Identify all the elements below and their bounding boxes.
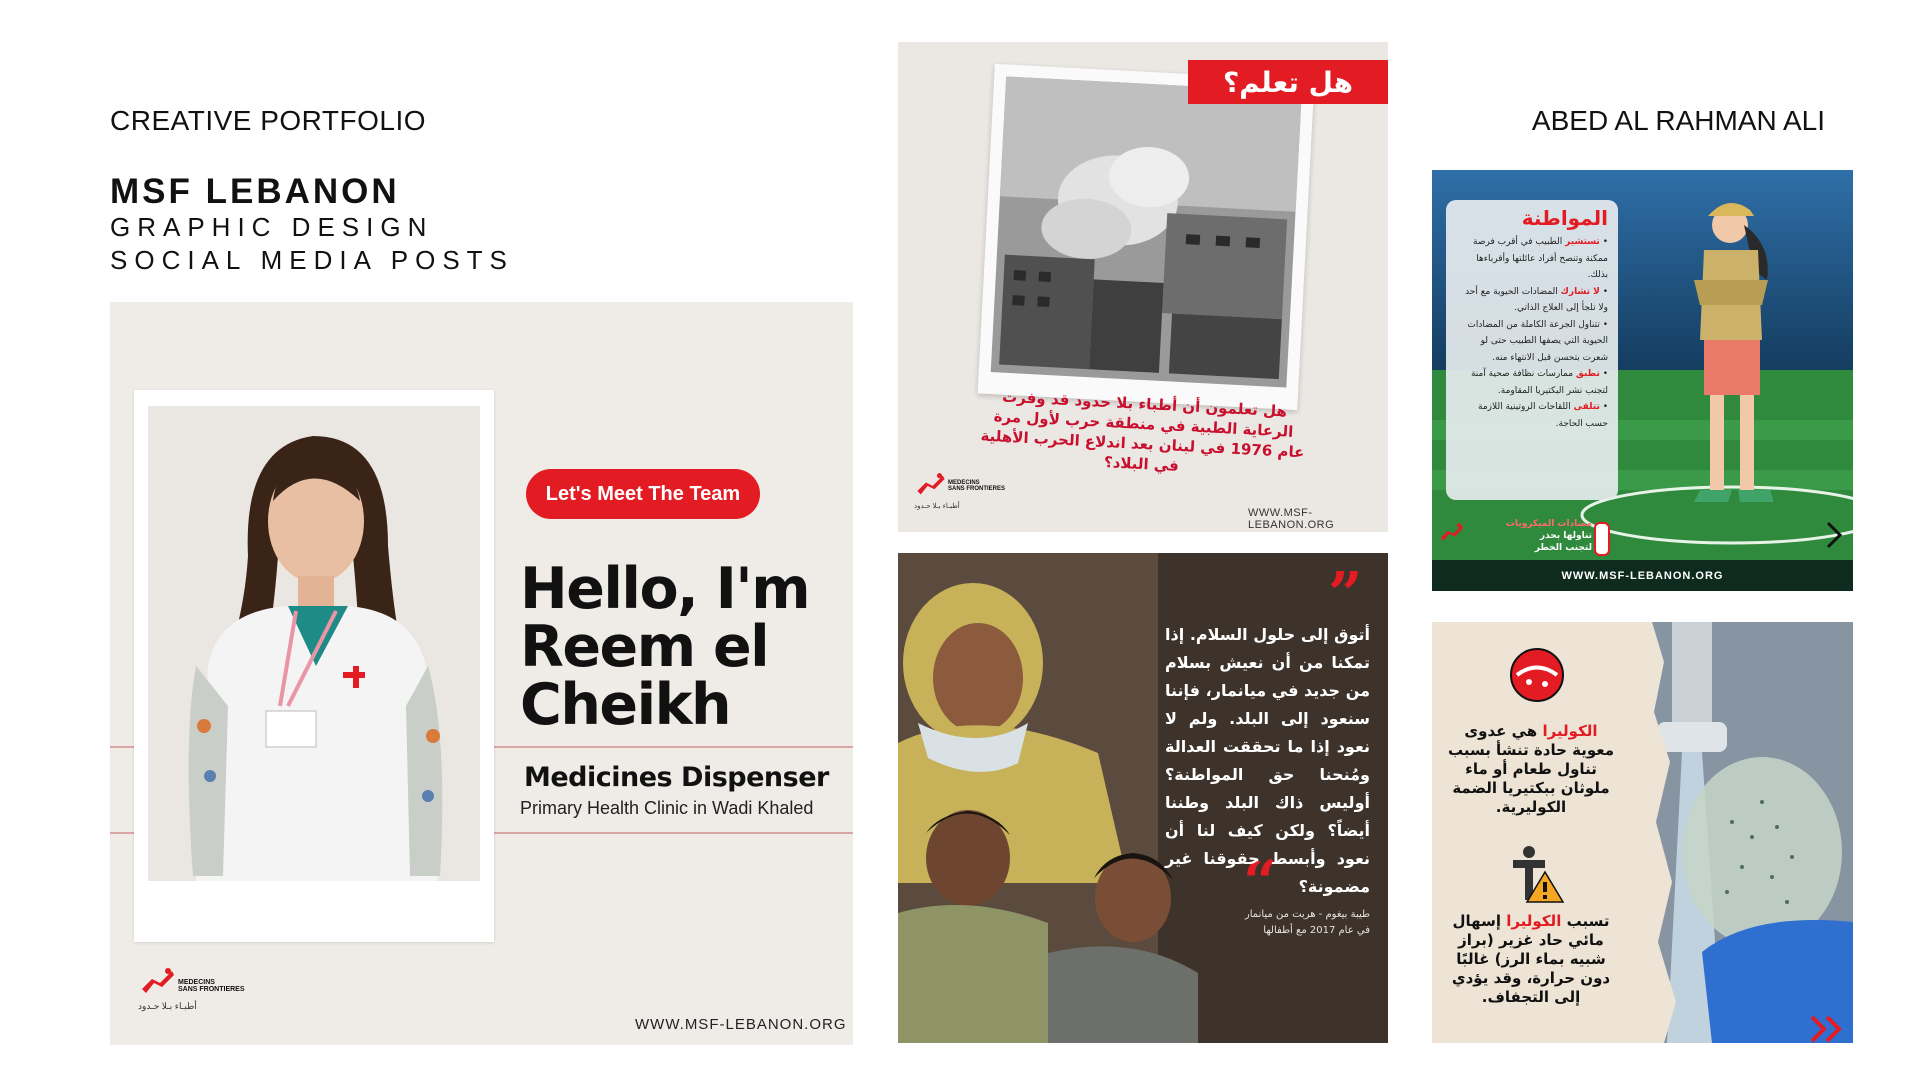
list-item: • تطبق ممارسات نظافة صحية آمنة لتجنب نشر البكتيريا المقاومة. <box>1470 369 1608 396</box>
msf-logo-text: MEDECINS SANS FRONTIERES <box>948 480 1006 492</box>
portrait-photo <box>148 406 480 881</box>
pill-icon <box>1594 522 1610 556</box>
list-item: • تتناول الجرعة الكاملة من المضادات الحيوية التي يصفها الطبيب حتى لو شعرت بتحسن قبل الانتهاء منه. <box>1467 319 1608 363</box>
chevron-right-icon[interactable] <box>1824 520 1844 550</box>
list-item: • تستشير الطبيب في أقرب فرصة ممكنة وتنصح أفراد عائلتها وأقرباءها بذلك. <box>1473 237 1608 280</box>
msf-logo-arabic: أطبـاء بـلا حـدود <box>914 503 960 510</box>
clinic-name: Primary Health Clinic in Wadi Khaled <box>520 798 814 818</box>
meet-team-post <box>110 302 853 1045</box>
cholera-symptoms: تسبب الكوليرا إسهال مائي حاد غزير (براز شبيه بماء الرز) غالبًا دون حرارة، وقد يؤدي إلى التجفاف. <box>1451 912 1611 1006</box>
msf-logo-text: MEDECINS SANS FRONTIERES <box>178 979 245 993</box>
citizenship-post <box>1432 170 1853 591</box>
cholera-definition: الكوليرا هي عدوى معوية حادة تنشأ بسبب تناول طعام أو ماء ملوثان ببكتيريا الضمة الكوليرية. <box>1447 722 1615 816</box>
name-line-2: Reem el <box>520 614 769 680</box>
refugee-quote-post <box>898 553 1388 1043</box>
list-item: • تتلقى اللقاحات الروتينية اللازمة حسب الحاجة. <box>1478 402 1608 429</box>
name-line-3: Cheikh <box>520 672 731 738</box>
svg-text:”: ” <box>1328 560 1363 630</box>
cholera-post <box>1432 622 1853 1043</box>
polaroid-frame <box>134 390 494 942</box>
msf-logo-arabic: أطبـاء بـلا حـدود <box>138 1001 197 1011</box>
did-you-know-post <box>898 42 1388 532</box>
citizenship-panel <box>1446 200 1618 500</box>
warning-figure-icon <box>1507 844 1567 904</box>
website-url: WWW.MSF-LEBANON.ORG <box>1432 560 1853 591</box>
did-you-know-text: هل تعلمون أن أطباء بلا حدود قد وفرت الرعاية الطبية في منطقة حرب لأول مرة عام 1976 في لبنان بعد اندلاع الحرب الأهلية في البلاد؟ <box>980 387 1305 475</box>
list-item: • لا تشارك المضادات الحيوية مع أحد ولا تلجأ إلى العلاج الذاتي. <box>1465 286 1608 313</box>
name-line-1: Hello, I'm <box>520 556 810 622</box>
war-photo-frame <box>978 64 1315 410</box>
subtitle-graphic-design: GRAPHIC DESIGN <box>110 212 434 242</box>
author-name: ABED AL RAHMAN ALI <box>1531 105 1825 136</box>
website-url: WWW.MSF-LEBANON.ORG <box>1248 507 1335 531</box>
msf-logo <box>914 472 1006 510</box>
portfolio-label: CREATIVE PORTFOLIO <box>110 105 427 136</box>
did-you-know-tag: هل تعلم؟ <box>1188 60 1388 104</box>
msf-logo <box>138 967 245 1011</box>
msf-runner-icon <box>914 472 948 498</box>
subtitle-social-media: SOCIAL MEDIA POSTS <box>110 245 514 275</box>
meet-team-pill: Let's Meet The Team <box>526 469 760 519</box>
quote-credit: طيبة بيغوم - هربت من ميانمار في عام 2017 مع أطفالها <box>1244 909 1370 936</box>
bacteria-icon <box>1497 640 1577 710</box>
msf-runner-icon <box>1438 522 1466 544</box>
svg-text:“: “ <box>1243 848 1278 918</box>
citizenship-list <box>1456 234 1608 432</box>
brand-title: MSF LEBANON <box>110 172 400 211</box>
greeting-name <box>520 556 840 738</box>
job-role: Medicines Dispenser <box>524 762 829 793</box>
msf-logo <box>1438 522 1466 549</box>
citizenship-title: المواطنة <box>1521 206 1608 230</box>
quote-text: أتوق إلى حلول السلام. إذا تمكنا من أن نعيش بسلام من جديد في ميانمار، فإننا سنعود إلى البلد. ولم لا نعود إذا ما تحققت العدالة ومُنحنا حق المواطنة؟ أوليس ذاك البلد وطننا أيضاً؟ ولكن كيف لنا أن نعود وأبسط حقوقنا غير مضمونة؟ <box>1165 625 1370 896</box>
msf-runner-icon <box>138 967 178 997</box>
antimicrobial-tag: مضادات الميكروبات تناولها بحذر لتجنب الخطر <box>1505 519 1592 553</box>
website-url: WWW.MSF-LEBANON.ORG <box>635 1016 847 1033</box>
